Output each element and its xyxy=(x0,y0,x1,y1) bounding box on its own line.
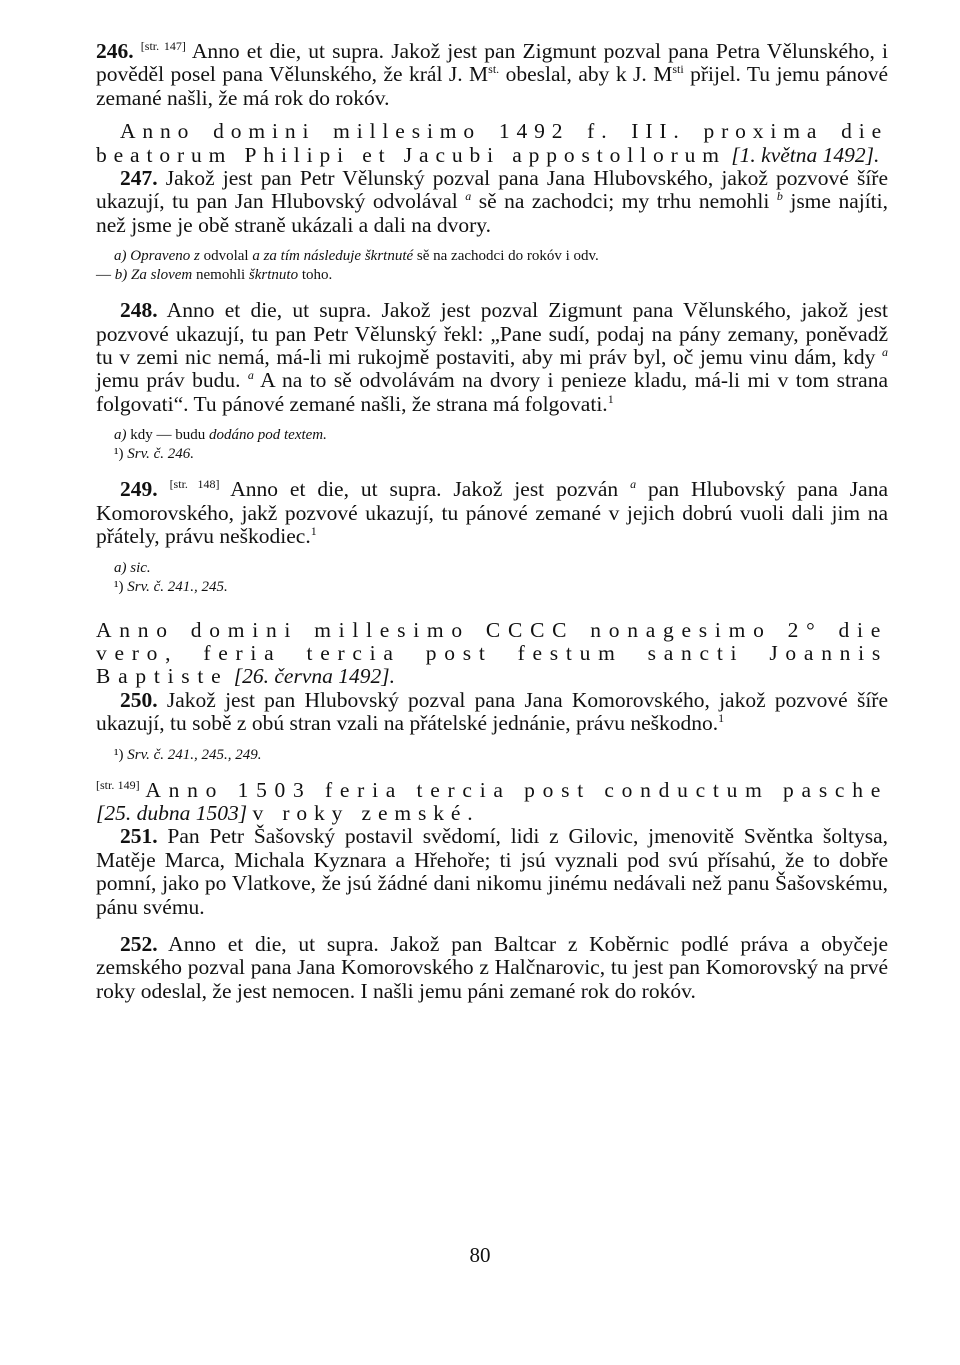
heading-text: Anno 1503 feria tercia post conductum pasche xyxy=(145,777,888,802)
entry-text: Anno et die, ut supra. Jakož jest pozval Zigmunt pana Vělunského, jakož jest pozvové ukazují, tu pan Petr Vělunský řekl: „Pane sudí, podaj na pány zemany, poněvadž tu v zemi nic nemá, má-li mi rukojmě postaviti, aby mi práv byl, oč jemu vinu dám, kdy xyxy=(96,298,888,370)
entry-number: 249. xyxy=(120,477,158,502)
footnote-text: sě na zachodci do rokóv i odv. xyxy=(416,248,599,265)
footnote-mark: a xyxy=(465,189,472,204)
heading-date: [25. dubna 1503] xyxy=(96,800,248,825)
footnote-italic: škrtnuto xyxy=(248,267,299,284)
entry-number: 247. xyxy=(120,166,158,191)
heading-text: Anno domini millesimo CCCC nonagesimo 2° die vero, feria tercia post festum sancti Joannis Baptiste xyxy=(96,617,888,689)
heading-text: Anno domini millesimo 1492 f. III. proxima die beatorum Philipi et Jacubi appostollorum xyxy=(96,119,888,167)
footnote-text: odvolal xyxy=(203,248,249,265)
section-heading-1503 xyxy=(96,779,888,826)
entry-text: pan Hlubovský pana Jana Komorovského, jakž pozvové ukazují, tu pánové zemané v jejich dobrú vuoli dali jim na přátely, právu neškodiec. xyxy=(96,477,889,549)
footnote-label: ¹) xyxy=(114,578,124,595)
footnote-mark: 1 xyxy=(718,710,725,725)
entry-text: přijel. Tu jemu pánové zemané našli, že má rok do rokóv. xyxy=(96,62,888,110)
footnote-mark: a xyxy=(882,344,889,359)
footnote-mark: b xyxy=(776,189,783,204)
section-heading-1492-may xyxy=(96,120,888,167)
page-reference: [str. 149] xyxy=(96,777,140,792)
entry-251 xyxy=(96,825,888,919)
page-number: 80 xyxy=(469,1243,491,1267)
footnote-italic: dodáno pod textem. xyxy=(209,427,327,444)
heading-date: [1. května 1492]. xyxy=(731,142,880,167)
footnote-label: b) xyxy=(114,267,128,284)
heading-date: [26. června 1492]. xyxy=(233,664,395,689)
footnote-text: toho. xyxy=(301,267,333,284)
superscript: sti xyxy=(672,62,684,77)
footnote-247-a xyxy=(114,247,888,266)
footnote-mark: 1 xyxy=(607,391,614,406)
entry-text: jsme najíti, než jsme je obě straně ukázali a dali na dvory. xyxy=(96,189,889,237)
footnote-text: kdy — budu xyxy=(130,427,206,444)
page-reference: [str. 147] xyxy=(140,38,186,53)
footnote-italic: Za slovem xyxy=(131,267,193,284)
footnote-label: a) xyxy=(114,559,127,576)
footnote-250-1 xyxy=(114,746,888,765)
entry-text: jemu práv budu. xyxy=(96,368,241,393)
footnote-247-b xyxy=(96,266,888,285)
footnote-249-1 xyxy=(114,578,888,597)
footnote-italic: Srv. č. 241., 245., 249. xyxy=(127,746,262,763)
footnote-label: ¹) xyxy=(114,446,124,463)
entry-text: sě na zachodci; my trhu nemohli xyxy=(471,189,770,214)
entry-246 xyxy=(96,40,888,110)
entry-248 xyxy=(96,299,888,416)
entry-text: Jakož jest pan Petr Vělunský pozval pana Jana Hlubovského, jakož pozvové šíře ukazují, tu pan Jan Hlubovský odvolával xyxy=(96,166,888,214)
page-reference: [str. 148] xyxy=(169,477,220,492)
footnote-label: ¹) xyxy=(114,746,124,763)
footnote-label: a) xyxy=(114,427,127,444)
page-body xyxy=(96,40,888,1003)
footnote-italic: a za tím následuje škrtnuté xyxy=(252,248,414,265)
entry-number: 250. xyxy=(120,687,158,712)
section-heading-1492-june xyxy=(96,619,888,689)
entry-text: Anno et die, ut supra. Jakož jest pozván xyxy=(219,477,619,502)
superscript: st. xyxy=(488,62,500,77)
entry-number: 251. xyxy=(120,824,158,849)
entry-250 xyxy=(96,689,888,736)
entry-number: 246. xyxy=(96,39,134,63)
footnote-249-a xyxy=(114,559,888,578)
footnote-248-1 xyxy=(114,445,888,464)
entry-text: Pan Petr Šašovský postavil svědomí, lidi z Gilovic, jmenovitě Svěntka šoltysa, Matěje Marca, Michala Kyznara a Hřehoře; ti jsú vyznali pod svú přísahú, že to dobře pomní, jako po Vlatkove, že jsú žádné dani nikomu jinému nedávali než panu Šašovskému, pánu svému. xyxy=(96,824,888,919)
entry-text: Anno et die, ut supra. Jakož pan Baltcar z Koběrnic podlé práva a obyčeje zemského pozval pana Jana Komorovského z Halčnarovic, tu jest pan Komorovský na prvé roky odeslal, že jest nemocen. I našli jemu páni zemané rok do rokóv. xyxy=(96,931,888,1003)
entry-252 xyxy=(96,933,888,1003)
entry-text: Anno et die, ut supra. Jakož jest pan Zigmunt pozval pana Petra Vělunského, i pověděl posel pana Vělunského, že král J. M xyxy=(96,39,888,87)
footnote-dash: — xyxy=(96,267,111,284)
footnote-text: nemohli xyxy=(196,267,246,284)
footnote-mark: a xyxy=(247,368,254,383)
footnote-italic: Srv. č. 246. xyxy=(127,446,195,463)
entry-number: 252. xyxy=(120,931,158,956)
footnote-label: a) xyxy=(114,248,127,265)
entry-text: Jakož jest pan Hlubovský pozval pana Jana Komorovského, jakož pozvové šíře ukazují, tu sobě z obú stran vzali na přátelské jednánie, právu neškodno. xyxy=(96,687,888,736)
entry-number: 248. xyxy=(120,298,158,323)
entry-249 xyxy=(96,478,888,548)
footnote-mark: 1 xyxy=(310,523,317,538)
footnote-italic: Opraveno z xyxy=(130,248,200,265)
entry-247 xyxy=(96,167,888,237)
heading-tail: v roky zemské. xyxy=(252,800,480,825)
entry-text: obeslal, aby k J. M xyxy=(499,62,673,87)
footnote-italic: sic. xyxy=(130,559,151,576)
footnote-mark: a xyxy=(630,477,637,492)
footnote-italic: Srv. č. 241., 245. xyxy=(127,578,228,595)
footnote-248-a xyxy=(114,426,888,445)
entry-text: A na to sě odvolávám na dvory i penieze kladu, má-li mi v tom strana folgovati“. Tu pánové zemané našli, že strana má folgovati. xyxy=(96,368,889,416)
